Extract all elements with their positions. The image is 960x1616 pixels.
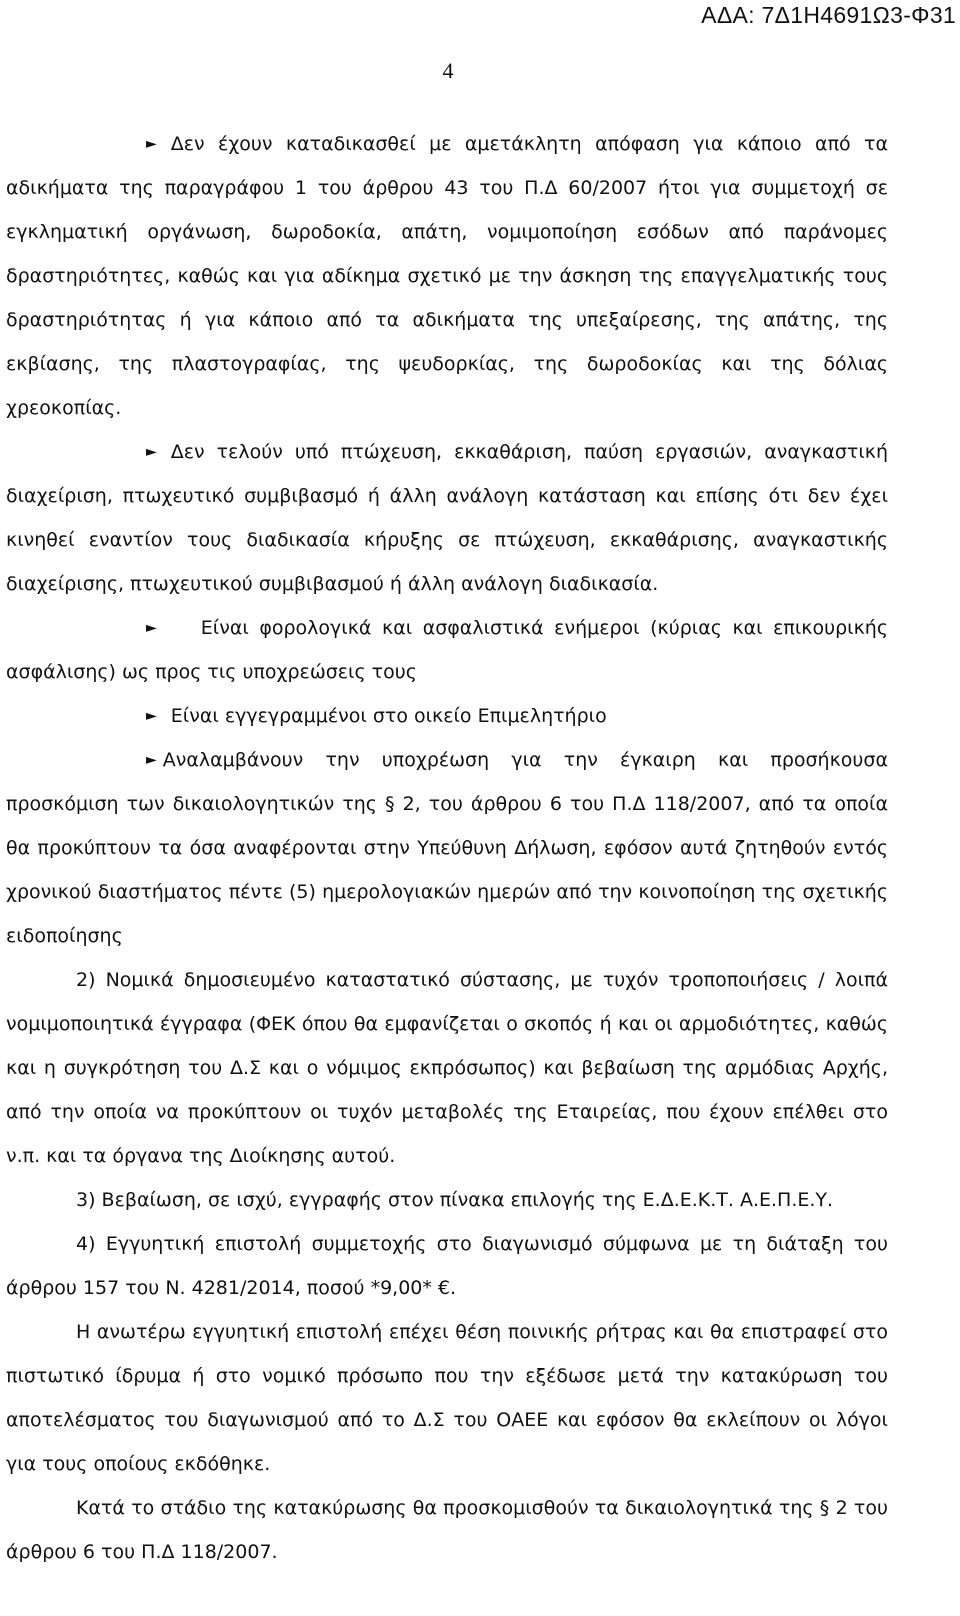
paragraph-bullet-2 <box>6 430 888 606</box>
ada-code: ΑΔΑ: 7Δ1Η4691Ω3-Φ31 <box>701 2 956 28</box>
paragraph-bullet-3 <box>6 606 888 694</box>
paragraph-item-2: 2) Νομικά δημοσιευμένο καταστατικό σύστασης, με τυχόν τροποποιήσεις / λοιπά νομιμοποιητικά έγγραφα (ΦΕΚ όπου θα εμφανίζεται ο σκοπός ή και οι αρμοδιότητες, καθώς και η συγκρότηση του Δ.Σ και ο νόμιμος εκπρόσωπος) και βεβαίωση της αρμόδιας Αρχής, από την οποία να προκύπτουν οι τυχόν μεταβολές της Εταιρείας, που έχουν επέλθει στο ν.π. και τα όργανα της Διοίκησης αυτού. <box>6 969 888 1167</box>
bullet-triangle-icon: ► <box>146 708 157 724</box>
bullet-triangle-icon: ► <box>146 752 157 768</box>
document-body <box>6 122 888 1574</box>
paragraph-text: Είναι εγγεγραμμένοι στο οικείο Επιμελητήριο <box>170 705 607 727</box>
paragraph-award-stage: Κατά το στάδιο της κατακύρωσης θα προσκομισθούν τα δικαιολογητικά της § 2 του άρθρου 6 του Π.Δ 118/2007. <box>6 1497 888 1563</box>
bullet-triangle-icon: ► <box>146 444 157 460</box>
paragraph-item-3: 3) Βεβαίωση, σε ισχύ, εγγραφής στον πίνακα επιλογής της Ε.Δ.Ε.Κ.Τ. Α.Ε.Π.Ε.Υ. <box>76 1189 834 1211</box>
paragraph-text: Είναι φορολογικά και ασφαλιστικά ενήμεροι (κύριας και επικουρικής ασφάλισης) ως προς τις υποχρεώσεις τους <box>6 617 888 683</box>
paragraph-text: Δεν έχουν καταδικασθεί με αμετάκλητη απόφαση για κάποιο από τα αδικήματα της παραγράφου 1 του άρθρου 43 του Π.Δ 60/2007 ήτοι για συμμετοχή σε εγκληματική οργάνωση, δωροδοκία, απάτη, νομιμοποίηση εσόδων από παράνομες δραστηριότητες, καθώς και για αδίκημα σχετικό με την άσκηση της επαγγελματικής τους δραστηριότητας ή για κάποιο από τα αδικήματα της υπεξαίρεσης, της απάτης, της εκβίασης, της πλαστογραφίας, της ψευδορκίας, της δωροδοκίας και της δόλιας χρεοκοπίας. <box>6 133 888 419</box>
paragraph-bullet-4 <box>6 694 888 738</box>
paragraph-item-4: 4) Εγγυητική επιστολή συμμετοχής στο διαγωνισμό σύμφωνα με τη διάταξη του άρθρου 157 του Ν. 4281/2014, ποσού *9,00* €. <box>6 1233 888 1299</box>
paragraph-bullet-1 <box>6 122 888 430</box>
bullet-triangle-icon: ► <box>146 136 157 152</box>
paragraph-text: Αναλαμβάνουν την υποχρέωση για την έγκαιρη και προσήκουσα προσκόμιση των δικαιολογητικών της § 2, του άρθρου 6 του Π.Δ 118/2007, από τα οποία θα προκύπτουν τα όσα αναφέρονται στην Υπεύθυνη Δήλωση, εφόσον αυτά ζητηθούν εντός χρονικού διαστήματος πέντε (5) ημερολογιακών ημερών από την κοινοποίηση της σχετικής ειδοποίησης <box>6 749 888 947</box>
paragraph-bullet-5 <box>6 738 888 958</box>
paragraph-text: Δεν τελούν υπό πτώχευση, εκκαθάριση, παύση εργασιών, αναγκαστική διαχείριση, πτωχευτικό συμβιβασμό ή άλλη ανάλογη κατάσταση και επίσης ότι δεν έχει κινηθεί εναντίον τους διαδικασία κήρυξης σε πτώχευση, εκκαθάρισης, αναγκαστικής διαχείρισης, πτωχευτικού συμβιβασμού ή άλλη ανάλογη διαδικασία. <box>6 441 888 595</box>
paragraph-guarantee-note: Η ανωτέρω εγγυητική επιστολή επέχει θέση ποινικής ρήτρας και θα επιστραφεί στο πιστωτικό ίδρυμα ή στο νομικό πρόσωπο που την εξέδωσε μετά την κατακύρωση του αποτελέσματος του διαγωνισμού από το Δ.Σ του ΟΑΕΕ και εφόσον θα εκλείπουν οι λόγοι για τους οποίους εκδόθηκε. <box>6 1321 888 1475</box>
bullet-triangle-icon: ► <box>146 620 157 636</box>
page-number: 4 <box>442 58 454 83</box>
